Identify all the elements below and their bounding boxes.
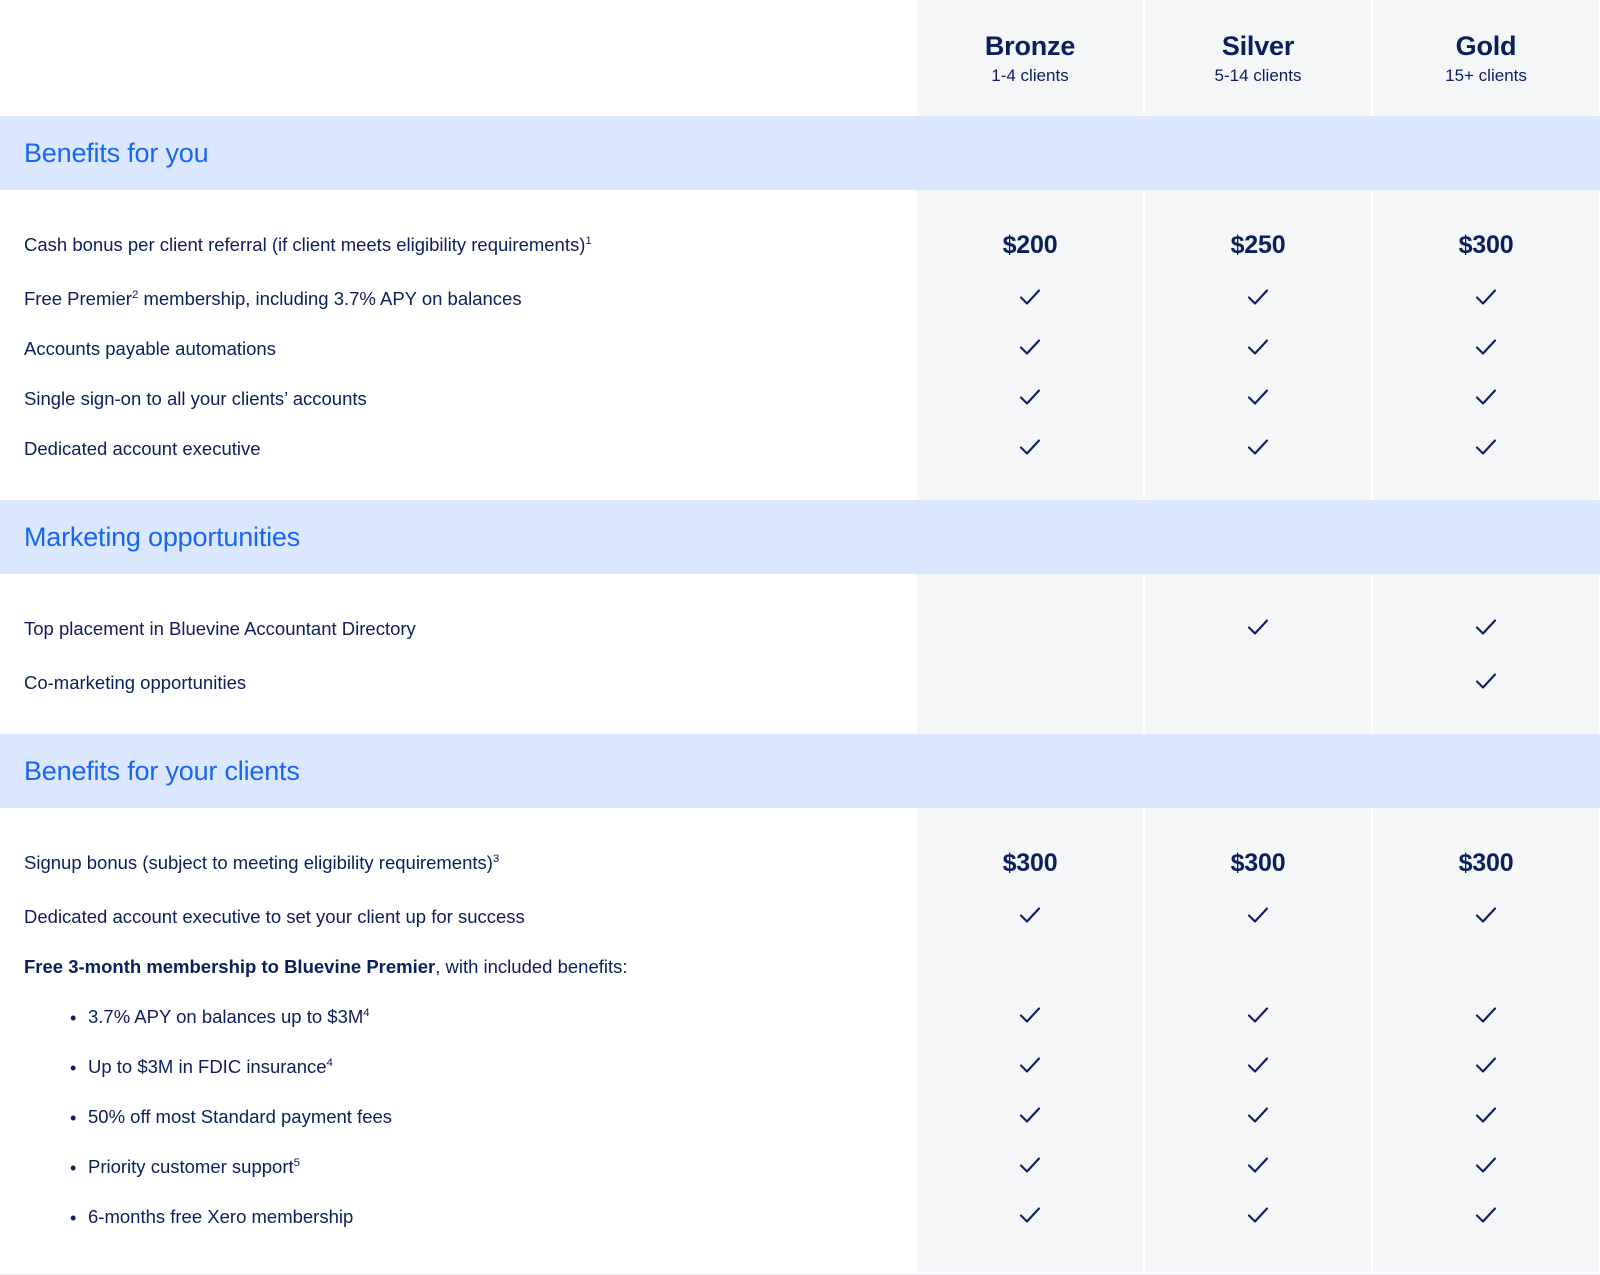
spacer-row [0, 808, 1600, 834]
table-row [0, 1142, 1600, 1192]
value-cell-bronze [916, 1142, 1144, 1192]
value-cell-gold [1372, 424, 1600, 474]
value-cell-bronze [916, 424, 1144, 474]
spacer-tier-cell [1144, 574, 1372, 600]
value-cell-bronze [916, 216, 1144, 274]
check-icon [1245, 1152, 1271, 1178]
feature-label-top-placement: Top placement in Bluevine Accountant Directory [0, 600, 916, 658]
spacer-tier-cell [916, 1242, 1144, 1272]
value-cell-bronze [916, 892, 1144, 942]
value-cell-bronze [916, 1092, 1144, 1142]
section-header-cell [0, 500, 1600, 574]
value-cell-gold [1372, 942, 1600, 992]
amount-value: $200 [1002, 230, 1058, 259]
feature-label-xero-membership [0, 1192, 916, 1242]
feature-label-single-sign-on: Single sign-on to all your clients’ accounts [0, 374, 916, 424]
footnote-marker: 3 [492, 852, 500, 865]
table-row [0, 216, 1600, 274]
value-cell-silver [1144, 1142, 1372, 1192]
spacer-feature-cell [0, 808, 916, 834]
value-cell-bronze [916, 324, 1144, 374]
check-icon [1245, 902, 1271, 928]
bullet-item [24, 1156, 300, 1177]
feature-label-text: Priority customer support [88, 1155, 294, 1177]
table-row [0, 1192, 1600, 1242]
value-cell-bronze [916, 274, 1144, 324]
check-icon [1017, 1152, 1043, 1178]
check-icon [1473, 614, 1499, 640]
feature-label-free-premier [0, 274, 916, 324]
section-header-benefits-for-you [0, 116, 1600, 190]
feature-label-text: Signup bonus (subject to meeting eligibility requirements) [24, 851, 493, 873]
value-cell-bronze [916, 600, 1144, 658]
tier-name-silver: Silver [1221, 30, 1295, 61]
spacer-tier-cell [916, 190, 1144, 216]
footnote-marker: 2 [131, 288, 139, 301]
check-icon [1245, 384, 1271, 410]
value-cell-silver [1144, 658, 1372, 708]
value-cell-silver [1144, 1192, 1372, 1242]
value-cell-silver [1144, 274, 1372, 324]
check-icon [1473, 1102, 1499, 1128]
bullet-item: • 6-months free Xero membership [24, 1206, 353, 1227]
value-cell-silver [1144, 1092, 1372, 1142]
feature-label-ap-automations: Accounts payable automations [0, 324, 916, 374]
value-cell-silver [1144, 942, 1372, 992]
tier-header-gold [1372, 0, 1600, 116]
spacer-tier-cell [1144, 190, 1372, 216]
value-cell-silver [1144, 424, 1372, 474]
section-title-benefits-for-your-clients: Benefits for your clients [24, 755, 300, 786]
check-icon [1245, 614, 1271, 640]
value-cell-bronze [916, 374, 1144, 424]
value-cell-silver [1144, 992, 1372, 1042]
spacer-tier-cell [1144, 474, 1372, 500]
table-row [0, 1092, 1600, 1142]
check-icon [1473, 668, 1499, 694]
check-icon [1245, 1102, 1271, 1128]
table-row [0, 274, 1600, 324]
table-row [0, 324, 1600, 374]
value-cell-gold [1372, 1042, 1600, 1092]
check-icon [1245, 1052, 1271, 1078]
spacer-feature-cell [0, 708, 916, 734]
check-icon [1017, 384, 1043, 410]
check-icon [1473, 434, 1499, 460]
spacer-tier-cell [1372, 574, 1600, 600]
spacer-tier-cell [1372, 1242, 1600, 1272]
check-icon [1017, 1002, 1043, 1028]
section-title-marketing-opportunities: Marketing opportunities [24, 521, 301, 552]
spacer-row [0, 190, 1600, 216]
feature-label-free-3-month-membership [0, 942, 916, 992]
check-icon [1017, 1052, 1043, 1078]
table-header-row [0, 0, 1600, 116]
feature-label-apy-balances [0, 992, 916, 1042]
amount-value: $300 [1230, 848, 1286, 877]
divider-cell [0, 1272, 1600, 1275]
section-title-benefits-for-you: Benefits for you [24, 137, 209, 168]
spacer-tier-cell [916, 474, 1144, 500]
value-cell-gold [1372, 992, 1600, 1042]
feature-label-text: Free Premier [24, 287, 132, 309]
check-icon [1473, 1202, 1499, 1228]
value-cell-gold [1372, 216, 1600, 274]
value-cell-bronze [916, 942, 1144, 992]
value-cell-gold [1372, 1142, 1600, 1192]
tier-header-bronze [916, 0, 1144, 116]
value-cell-bronze [916, 992, 1144, 1042]
check-icon [1473, 1052, 1499, 1078]
feature-label-cash-bonus [0, 216, 916, 274]
amount-value: $300 [1458, 230, 1514, 259]
value-cell-gold [1372, 274, 1600, 324]
feature-label-text: Up to $3M in FDIC insurance [88, 1055, 327, 1077]
tier-subtitle-gold: 15+ clients [1445, 66, 1527, 85]
feature-label-priority-support [0, 1142, 916, 1192]
footnote-marker: 4 [326, 1056, 333, 1069]
spacer-tier-cell [1372, 190, 1600, 216]
table-row [0, 424, 1600, 474]
feature-label-dedicated-account-executive: Dedicated account executive [0, 424, 916, 474]
feature-label-text: Cash bonus per client referral (if client meets eligibility requirements) [24, 233, 586, 255]
spacer-feature-cell [0, 190, 916, 216]
footnote-marker: 4 [363, 1006, 370, 1019]
table-row [0, 992, 1600, 1042]
spacer-tier-cell [1144, 708, 1372, 734]
bullet-item: • 50% off most Standard payment fees [24, 1106, 392, 1127]
feature-label-text-cont: membership, including 3.7% APY on balances [138, 287, 522, 309]
value-cell-bronze [916, 1192, 1144, 1242]
tier-header-silver [1144, 0, 1372, 116]
table-row [0, 658, 1600, 708]
tier-name-bronze: Bronze [984, 30, 1076, 61]
tier-subtitle-silver: 5-14 clients [1214, 66, 1302, 85]
spacer-tier-cell [916, 574, 1144, 600]
value-cell-bronze [916, 658, 1144, 708]
table-row [0, 942, 1600, 992]
value-cell-gold [1372, 324, 1600, 374]
check-icon [1017, 902, 1043, 928]
check-icon [1245, 284, 1271, 310]
section-header-benefits-for-your-clients [0, 734, 1600, 808]
table-row [0, 1042, 1600, 1092]
check-icon [1017, 334, 1043, 360]
check-icon [1473, 1002, 1499, 1028]
feature-label-text: 3.7% APY on balances up to $3M [88, 1005, 364, 1027]
feature-label-signup-bonus [0, 834, 916, 892]
spacer-feature-cell [0, 1242, 916, 1272]
check-icon [1473, 902, 1499, 928]
spacer-tier-cell [1372, 708, 1600, 734]
feature-label-bold: Free 3-month membership to Bluevine Premier [24, 955, 436, 977]
check-icon [1473, 384, 1499, 410]
check-icon [1017, 434, 1043, 460]
spacer-tier-cell [1372, 474, 1600, 500]
spacer-row [0, 708, 1600, 734]
value-cell-gold [1372, 658, 1600, 708]
check-icon [1245, 1202, 1271, 1228]
amount-value: $300 [1002, 848, 1058, 877]
value-cell-silver [1144, 600, 1372, 658]
feature-label-payment-fees-discount [0, 1092, 916, 1142]
check-icon [1245, 434, 1271, 460]
bottom-padding-row [0, 1242, 1600, 1272]
spacer-tier-cell [1372, 808, 1600, 834]
check-icon [1473, 1152, 1499, 1178]
footnote-marker: 5 [293, 1156, 301, 1169]
value-cell-bronze [916, 1042, 1144, 1092]
section-header-marketing-opportunities [0, 500, 1600, 574]
check-icon [1473, 284, 1499, 310]
spacer-row [0, 574, 1600, 600]
value-cell-gold [1372, 892, 1600, 942]
value-cell-gold [1372, 1192, 1600, 1242]
table-row [0, 892, 1600, 942]
feature-label-fdic-insurance [0, 1042, 916, 1092]
value-cell-gold [1372, 374, 1600, 424]
spacer-tier-cell [916, 708, 1144, 734]
bullet-item [24, 1006, 370, 1027]
section-header-cell [0, 734, 1600, 808]
value-cell-silver [1144, 374, 1372, 424]
table-row [0, 600, 1600, 658]
spacer-tier-cell [916, 808, 1144, 834]
value-cell-silver [1144, 216, 1372, 274]
feature-label-text-cont: , with included benefits: [435, 955, 628, 977]
value-cell-silver [1144, 324, 1372, 374]
check-icon [1017, 284, 1043, 310]
value-cell-gold [1372, 834, 1600, 892]
value-cell-gold [1372, 600, 1600, 658]
spacer-feature-cell [0, 574, 916, 600]
tier-name-gold: Gold [1455, 30, 1517, 61]
spacer-row [0, 474, 1600, 500]
check-icon [1245, 1002, 1271, 1028]
amount-value: $300 [1458, 848, 1514, 877]
check-icon [1245, 334, 1271, 360]
check-icon [1473, 334, 1499, 360]
table-row [0, 834, 1600, 892]
spacer-tier-cell [1144, 1242, 1372, 1272]
check-icon [1017, 1202, 1043, 1228]
section-header-cell [0, 116, 1600, 190]
table-row [0, 374, 1600, 424]
value-cell-silver [1144, 1042, 1372, 1092]
value-cell-silver [1144, 892, 1372, 942]
footnote-marker: 1 [585, 234, 592, 247]
header-spacer-cell [0, 0, 916, 116]
amount-value: $250 [1230, 230, 1286, 259]
bullet-item [24, 1056, 333, 1077]
table-bottom-divider [0, 1272, 1600, 1275]
feature-label-client-account-executive: Dedicated account executive to set your client up for success [0, 892, 916, 942]
tier-subtitle-bronze: 1-4 clients [991, 66, 1069, 85]
value-cell-bronze [916, 834, 1144, 892]
feature-label-co-marketing: Co-marketing opportunities [0, 658, 916, 708]
value-cell-silver [1144, 834, 1372, 892]
value-cell-gold [1372, 1092, 1600, 1142]
check-icon [1017, 1102, 1043, 1128]
spacer-feature-cell [0, 474, 916, 500]
spacer-tier-cell [1144, 808, 1372, 834]
